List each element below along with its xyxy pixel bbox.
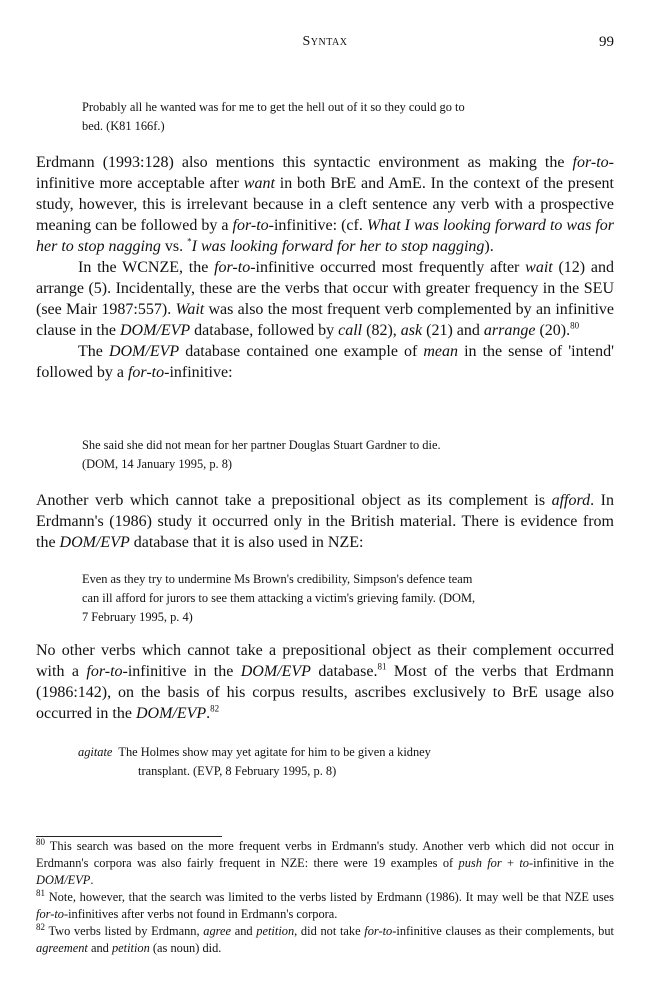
- example-3-line-3: 7 February 1995, p. 4): [82, 610, 193, 624]
- footnote-82: $^{82}$ Two verbs listed by Erdmann, agree and petition, did not take for-to-infinitive clauses as their complements, but agreement and petition (as noun) did.: [36, 921, 614, 955]
- paragraph-wcnze: In the WCNZE, the for-to-infinitive occurred most frequently after wait (12) and arrange (5). Incidentally, these are the verbs that occur with greater frequency in the SEU (see Mair 1987:557). Wait was also the most frequent verb complemented by an infinitive clause in the DOM/EVP database, followed by call (82), ask (21) and arrange (20).$^{80}$: [36, 259, 615, 339]
- paragraph-afford: Another verb which cannot take a prepositional object as its complement is afford. In Erdmann's (1986) study it occurred only in the British material. There is evidence from the DOM/EVP database that it is also used in NZE:: [36, 492, 615, 551]
- paragraph-mean: The DOM/EVP database contained one example of mean in the sense of 'intend' followed by a for-to-infinitive:: [36, 343, 615, 381]
- example-4-line-2: transplant. (EVP, 8 February 1995, p. 8): [138, 764, 337, 778]
- footnote-divider: [36, 836, 222, 837]
- example-3-line-2: can ill afford for jurors to see them attacking a victim's grieving family. (DOM,: [82, 591, 476, 605]
- running-head: [36, 34, 614, 54]
- example-1-line-2: bed. (K81 166f.): [82, 119, 165, 133]
- body-paragraphs-1: [36, 152, 614, 383]
- footnote-ref-81[interactable]: 81: [377, 661, 387, 672]
- example-quote-2: [82, 436, 582, 474]
- body-paragraph-afford: [36, 490, 614, 553]
- example-2-line-2: (DOM, 14 January 1995, p. 8): [82, 457, 233, 471]
- footnote-81: $^{81}$ Note, however, that the search was limited to the verbs listed by Erdmann (1986). It may well be that NZE uses for-to-infinitives after verbs not found in Erdmann's corpora.: [36, 887, 614, 921]
- example-quote-1: [82, 98, 582, 136]
- paragraph-erdmann-1993: Erdmann (1993:128) also mentions this syntactic environment as making the for-to-infinitive more acceptable after want in both BrE and AmE. In the context of the present study, however, this is irrelevant because in a cleft sentence any verb with a prospective meaning can be followed by a for-to-infinitive: (cf. What I was looking forward to was for her to stop nagging vs. *I was looking forward for her to stop nagging).: [36, 154, 615, 255]
- example-1-line-1: Probably all he wanted was for me to get the hell out of it so they could go to: [82, 100, 465, 114]
- example-quote-3: [82, 570, 582, 627]
- example-4-label: agitate: [78, 745, 113, 759]
- footnote-80: $^{80}$ This search was based on the more frequent verbs in Erdmann's study. Another verb which did not occur in Erdmann's corpora was also fairly frequent in NZE: there were 19 examples of push for + to-infinitive in the DOM/EVP.: [36, 836, 614, 887]
- example-2-line-1: She said she did not mean for her partner Douglas Stuart Gardner to die.: [82, 438, 441, 452]
- footnotes: [36, 838, 614, 957]
- example-quote-4: [78, 743, 588, 781]
- example-3-line-1: Even as they try to undermine Ms Brown's credibility, Simpson's defence team: [82, 572, 473, 586]
- paragraph-no-other-verbs: No other verbs which cannot take a prepositional object as their complement occurred with a for-to-infinitive in the DOM/EVP database.$^{81}$ Most of the verbs that Erdmann (1986:142), on the basis of his corpus results, ascribes exclusively to BrE usage also occurred in the DOM/EVP.$^{82}$: [36, 642, 615, 722]
- footnote-ref-80[interactable]: 80: [570, 320, 580, 331]
- body-paragraph-no-other-verbs: [36, 640, 614, 724]
- page-number: 99: [599, 34, 614, 50]
- example-4-line-1: The Holmes show may yet agitate for him to be given a kidney: [118, 745, 431, 759]
- running-head-title: Syntax: [302, 34, 348, 49]
- footnote-ref-82[interactable]: 82: [210, 703, 220, 714]
